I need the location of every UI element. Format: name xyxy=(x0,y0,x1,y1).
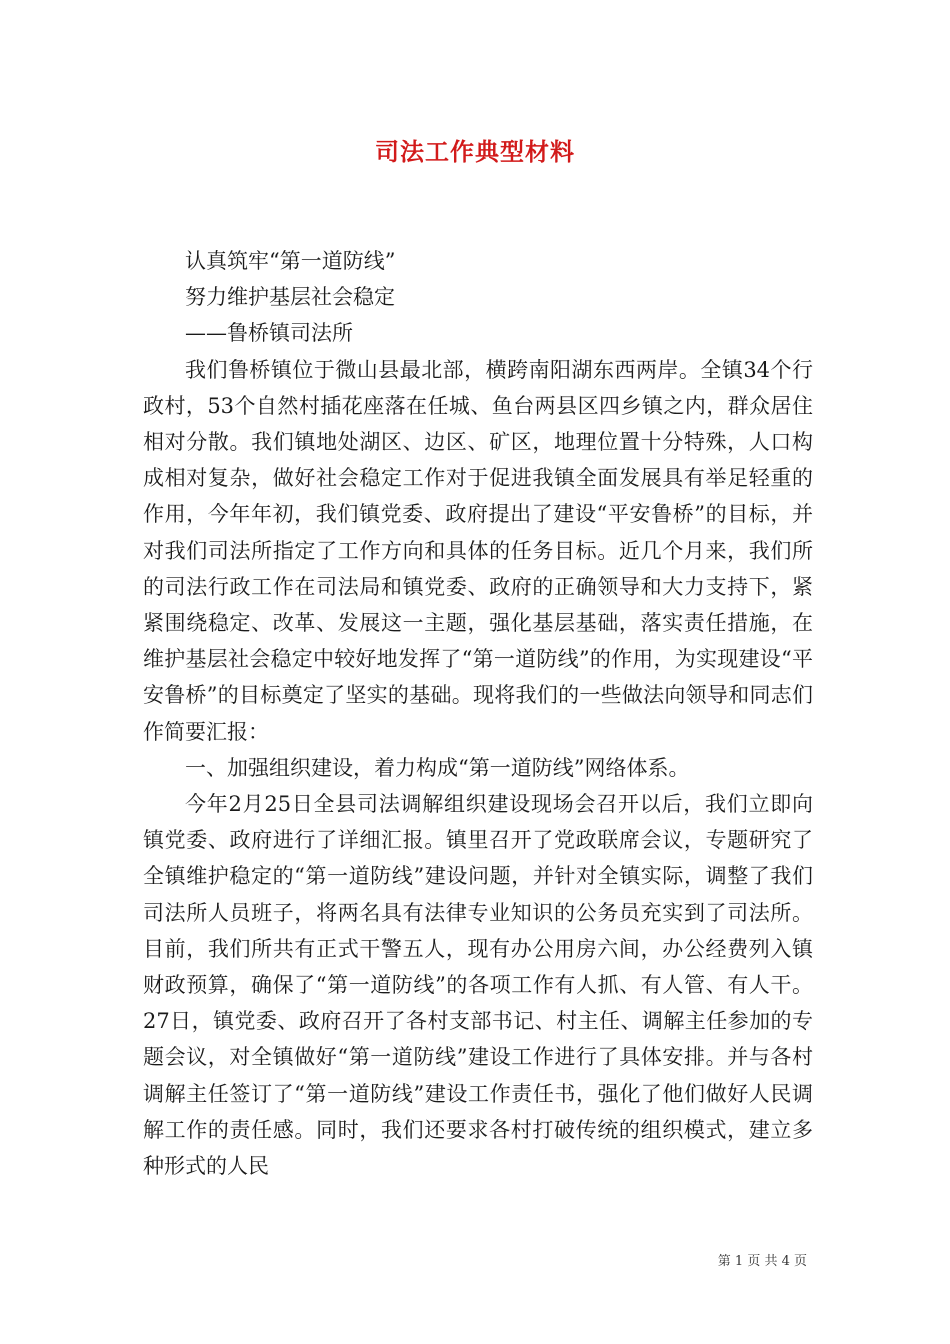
page-number: 第 1 页 共 4 页 xyxy=(717,1254,807,1269)
subtitle-line-2: 努力维护基层社会稳定 xyxy=(185,285,395,310)
document-body xyxy=(143,243,813,1184)
author-line: ——鲁桥镇司法所 xyxy=(185,321,353,346)
body-paragraph: 今年2月25日全县司法调解组织建设现场会召开以后，我们立即向镇党委、政府进行了详细汇报。镇里召开了党政联席会议，专题研究了全镇维护稳定的“第一道防线”建设问题，并针对全镇实际，调整了我们司法所人员班子，将两名具有法律专业知识的公务员充实到了司法所。目前，我们所共有正式干警五人，现有办公用房六间，办公经费列入镇财政预算，确保了“第一道防线”的各项工作有人抓、有人管、有人干。27日，镇党委、政府召开了各村支部书记、村主任、调解主任参加的专题会议，对全镇做好“第一道防线”建设工作进行了具体安排。并与各村调解主任签订了“第一道防线”建设工作责任书，强化了他们做好人民调解工作的责任感。同时，我们还要求各村打破传统的组织模式，建立多种形式的人民 xyxy=(143,792,813,1179)
subtitle-line-1: 认真筑牢“第一道防线” xyxy=(185,249,396,273)
body-paragraph: 我们鲁桥镇位于微山县最北部，横跨南阳湖东西两岸。全镇34个行政村，53个自然村插花座落在任城、鱼台两县区四乡镇之内，群众居住相对分散。我们镇地处湖区、边区、矿区，地理位置十分特殊，人口构成相对复杂，做好社会稳定工作对于促进我镇全面发展具有举足轻重的作用，今年年初，我们镇党委、政府提出了建设“平安鲁桥”的目标，并对我们司法所指定了工作方向和具体的任务目标。近几个月来，我们所的司法行政工作在司法局和镇党委、政府的正确领导和大力支持下，紧紧围绕稳定、改革、发展这一主题，强化基层基础，落实责任措施，在维护基层社会稳定中较好地发挥了“第一道防线”的作用，为实现建设“平安鲁桥”的目标奠定了坚实的基础。现将我们的一些做法向领导和同志们作简要汇报： xyxy=(143,357,813,744)
document-title: 司法工作典型材料 xyxy=(375,138,575,166)
section-heading: 一、加强组织建设，着力构成“第一道防线”网络体系。 xyxy=(185,755,690,780)
